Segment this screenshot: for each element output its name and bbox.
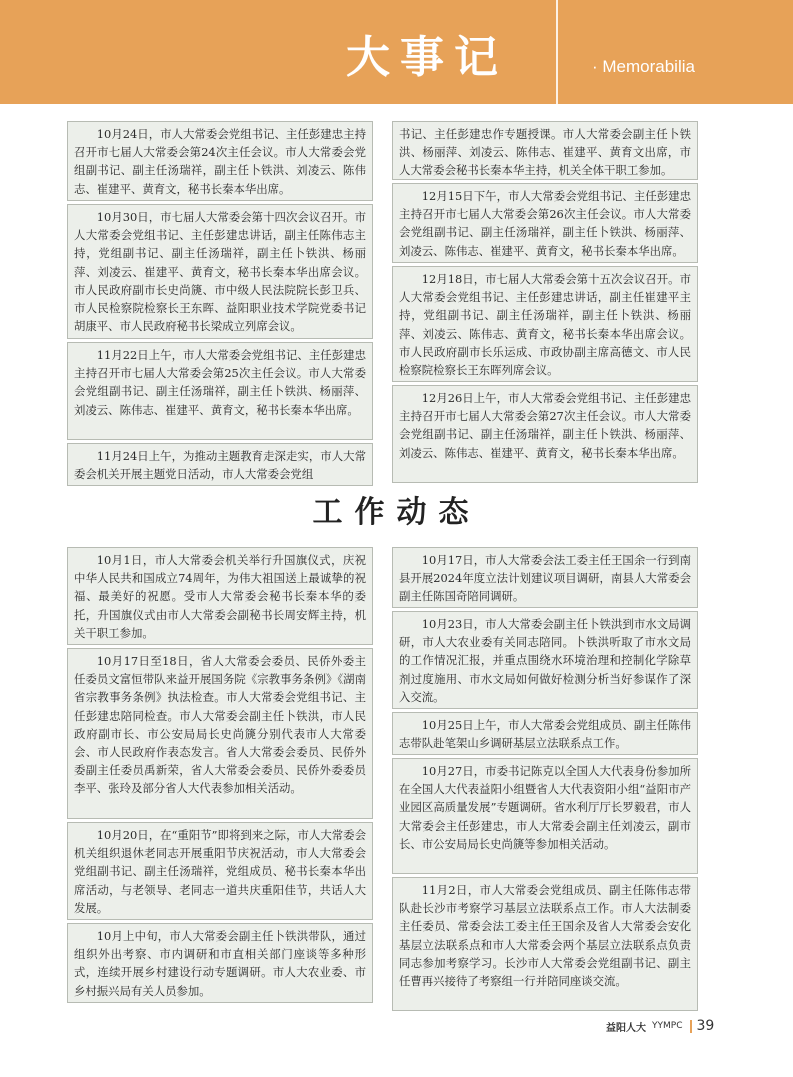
work-right-column	[392, 547, 698, 1014]
page-number: 39	[696, 1018, 715, 1034]
work-entry: 11月2日，市人大常委会党组成员、副主任陈伟志带队赴长沙市考察学习基层立法联系点工作。市人大法制委主任委员、常委会法工委主任王国余及省人大常委会安化基层立法联系点和市人大常委会两个基层立法联系点负责同志参加考察学习。长沙市人大常委会党组副书记、副主任曹再兴接待了考察组一行并陪同座谈交流。	[392, 877, 698, 1011]
magazine-name: 益阳人大	[606, 1022, 646, 1034]
memorabilia-entry: 10月24日，市人大常委会党组书记、主任彭建忠主持召开市七届人大常委会第24次主任会议。市人大常委会党组副书记、副主任汤瑞祥，副主任卜铁洪、刘凌云、陈伟志、崔建平、黄育文，秘书长秦本华出席。	[67, 121, 373, 201]
memorabilia-right-column	[392, 121, 698, 486]
memorabilia-entry: 10月30日，市七届人大常委会第十四次会议召开。市人大常委会党组书记、主任彭建忠讲话，副主任陈伟志主持，党组副书记、副主任汤瑞祥，副主任卜铁洪、杨丽萍、刘凌云、崔建平、黄育文，秘书长秦本华出席会议。市人民政府副市长史尚篪、市中级人民法院院长彭卫兵、市人民检察院检察长王东晖、益阳职业技术学院党委书记胡康平、市人民政府秘书长梁成立列席会议。	[67, 204, 373, 339]
section-title-work-updates: 工作动态	[312, 495, 481, 530]
memorabilia-entry: 11月24日上午，为推动主题教育走深走实，市人大常委会机关开展主题党日活动，市人大常委会党组	[67, 443, 373, 486]
page-header-banner	[0, 0, 793, 104]
memorabilia-entry: 12月26日上午，市人大常委会党组书记、主任彭建忠主持召开市七届人大常委会第27次主任会议。市人大常委会党组副书记、副主任汤瑞祥，副主任卜铁洪、杨丽萍、刘凌云、陈伟志、崔建平、黄育文，秘书长秦本华出席。	[392, 385, 698, 483]
work-left-column	[67, 547, 373, 1006]
work-entry: 10月17日，市人大常委会法工委主任王国余一行到南县开展2024年度立法计划建议项目调研，南县人大常委会副主任陈国奇陪同调研。	[392, 547, 698, 608]
work-entry: 10月1日，市人大常委会机关举行升国旗仪式，庆祝中华人民共和国成立74周年，为伟大祖国送上最诚挚的祝福、最美好的祝愿。受市人大常委会秘书长秦本华的委托，升国旗仪式由市人大常委会副秘书长周安辉主持，机关干职工参加。	[67, 547, 373, 645]
work-entry: 10月17日至18日，省人大常委会委员、民侨外委主任委员文富恒带队来益开展国务院《宗教事务条例》《湖南省宗教事务条例》执法检查。市人大常委会党组书记、主任彭建忠陪同检查。市人大常委会副主任卜铁洪，市人民政府副市长、市公安局局长史尚篪分别代表市人大常委会、市人民政府作表态发言。省人大常委会委员、民侨外委副主任委员禹新荣，省人大常委会委员、民侨外委委员李平、张玲及部分省人大代表参加相关活动。	[67, 648, 373, 819]
section-title-memorabilia: 大事记	[346, 32, 508, 83]
memorabilia-entry: 12月18日，市七届人大常委会第十五次会议召开。市人大常委会党组书记、主任彭建忠讲话，副主任崔建平主持，党组副书记、副主任汤瑞祥，副主任卜铁洪、杨丽萍、刘凌云、陈伟志、黄育文，秘书长秦本华出席会议。市人民政府副市长乐运成、市政协副主席高德文、市人民检察院检察长王东晖列席会议。	[392, 266, 698, 382]
work-entry: 10月25日上午，市人大常委会党组成员、副主任陈伟志带队赴笔架山乡调研基层立法联系点工作。	[392, 712, 698, 755]
memorabilia-left-column	[67, 121, 373, 489]
work-entry: 10月上中旬，市人大常委会副主任卜铁洪带队，通过组织外出考察、市内调研和市直相关部门座谈等多种形式，连续开展乡村建设行动专题调研。市人大农业委、市乡村振兴局有关人员参加。	[67, 923, 373, 1003]
section-subtitle: · Memorabilia	[592, 57, 695, 76]
work-entry: 10月20日，在“重阳节”即将到来之际，市人大常委会机关组织退休老同志开展重阳节庆祝活动，市人大常委会党组副书记、副主任汤瑞祥，党组成员、秘书长秦本华出席活动，与老领导、老同志一道共庆重阳佳节，共话人大发展。	[67, 822, 373, 920]
work-entry: 10月27日，市委书记陈克以全国人大代表身份参加所在全国人大代表益阳小组暨省人大代表资阳小组“益阳市产业园区高质量发展”专题调研。省水利厅厅长罗毅君，市人大常委会主任彭建忠，市人大常委会副主任刘凌云，副市长、市公安局局长史尚篪等参加相关活动。	[392, 758, 698, 874]
page-footer	[606, 1017, 714, 1035]
memorabilia-entry: 12月15日下午，市人大常委会党组书记、主任彭建忠主持召开市七届人大常委会第26次主任会议。市人大常委会党组副书记、副主任汤瑞祥，副主任卜铁洪、杨丽萍、刘凌云、陈伟志、崔建平、黄育文，秘书长秦本华出席。	[392, 183, 698, 263]
memorabilia-entry: 11月22日上午，市人大常委会党组书记、主任彭建忠主持召开市七届人大常委会第25次主任会议。市人大常委会党组副书记、副主任汤瑞祥，副主任卜铁洪、杨丽萍、刘凌云、陈伟志、崔建平、黄育文，秘书长秦本华出席。	[67, 342, 373, 440]
memorabilia-entry: 书记、主任彭建忠作专题授课。市人大常委会副主任卜铁洪、杨丽萍、刘凌云、陈伟志、崔建平、黄育文出席，市人大常委会秘书长秦本华主持，机关全体干职工参加。	[392, 121, 698, 180]
work-entry: 10月23日，市人大常委会副主任卜铁洪到市水文局调研，市人大农业委有关同志陪同。卜铁洪听取了市水文局的工作情况汇报，并重点围绕水环境治理和控制化学除草剂过度施用、市水文局如何做好检测分析当好参谋作了深入交流。	[392, 611, 698, 709]
footer-divider	[690, 1020, 692, 1033]
header-divider	[556, 0, 558, 104]
magazine-code: YYMPC	[652, 1021, 683, 1031]
